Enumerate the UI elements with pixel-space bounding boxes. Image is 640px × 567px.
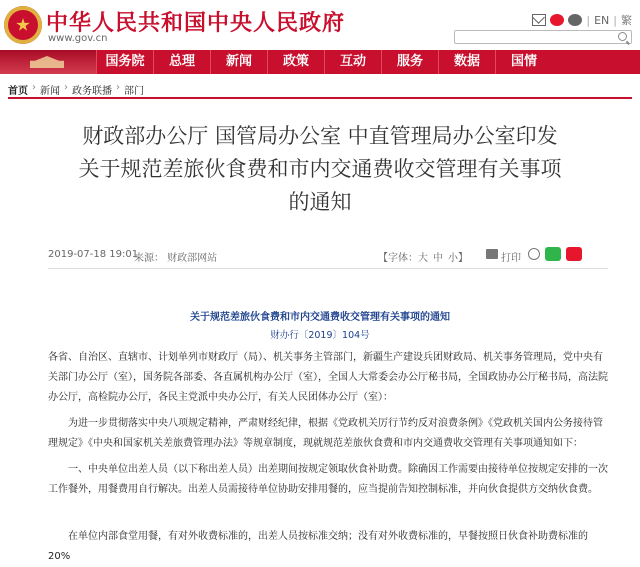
search-icon[interactable] [618, 32, 627, 41]
breadcrumb-arrow: › [32, 82, 36, 93]
nav-items [96, 50, 552, 74]
top-links [532, 12, 632, 28]
site-title[interactable]: 中华人民共和国中央人民政府 [46, 10, 346, 36]
font-size-medium[interactable]: 中 [433, 253, 443, 264]
font-size-controls [378, 249, 473, 264]
article-title-line: 财政部办公厅 国管局办公室 中直管理局办公室印发 [82, 124, 558, 148]
article-meta [48, 247, 608, 263]
document-title: 关于规范差旅伙食费和市内交通费收交管理有关事项的通知 [190, 312, 450, 323]
share-icon[interactable] [528, 248, 540, 260]
document-number: 财办行〔2019〕104号 [270, 330, 370, 341]
nav-item-service[interactable]: 服务 [381, 50, 438, 74]
meta-divider [48, 268, 608, 269]
main-nav [0, 50, 640, 74]
paragraph-item-1: 一、中央单位出差人员（以下称出差人员）出差期间按规定领取伙食补助费。除确因工作需要由接待单位按规定安排的一次工作餐外，用餐费用自行解决。出差人员需接待单位协助安排用餐的，应当提前告知控制标准，并向伙食提供方交纳伙食费。 [48, 464, 608, 495]
national-emblem-icon[interactable] [4, 6, 42, 44]
breadcrumb-gov-news[interactable]: 政务联播 [72, 86, 112, 97]
search-box [454, 30, 632, 44]
header-divider [8, 97, 632, 99]
search-input[interactable] [455, 38, 613, 50]
breadcrumb-arrow: › [64, 82, 68, 93]
article-title-line: 的通知 [288, 190, 352, 214]
separator: | [613, 13, 617, 27]
font-size-large[interactable]: 大 [418, 253, 428, 264]
mail-icon[interactable] [532, 14, 546, 26]
paragraph-intro: 为进一步贯彻落实中央八项规定精神，严肃财经纪律，根据《党政机关厉行节约反对浪费条例》《党政机关国内公务接待管理规定》《中央和国家机关差旅费管理办法》等规章制度，现就规范差旅伙食费和市内交通费收交管理有关事项通知如下： [48, 418, 603, 449]
wechat-share-icon[interactable] [545, 247, 561, 261]
nav-item-premier[interactable]: 总理 [153, 50, 210, 74]
article-title-line: 关于规范差旅伙食费和市内交通费收交管理有关事项 [78, 157, 562, 181]
breadcrumb-arrow: › [116, 82, 120, 93]
breadcrumb-departments[interactable]: 部门 [124, 86, 144, 97]
print-button[interactable] [486, 249, 521, 264]
nav-item-data[interactable]: 数据 [438, 50, 495, 74]
paragraph-recipients: 各省、自治区、直辖市、计划单列市财政厅（局）、机关事务主管部门，新疆生产建设兵团财政局、机关事务管理局，党中央有关部门办公厅（室），国务院各部委、各直属机构办公厅（室），全国人大常委会办公厅秘书局，全国政协办公厅秘书局，高法院办公厅，高检院办公厅，各民主党派中央办公厅，有关人民团体办公厅（室）： [48, 352, 608, 403]
nav-item-policy[interactable]: 政策 [267, 50, 324, 74]
nav-item-national-info[interactable]: 国情 [495, 50, 552, 74]
nav-item-interaction[interactable]: 互动 [324, 50, 381, 74]
wechat-icon[interactable] [568, 14, 582, 26]
font-size-small[interactable]: 小 [448, 253, 458, 264]
separator: | [586, 13, 591, 27]
article-source: 来源： 财政部网站 [134, 253, 218, 264]
breadcrumb-home[interactable]: 首页 [8, 86, 28, 97]
site-header [0, 0, 640, 50]
print-label: 打印 [501, 253, 521, 264]
tiananmen-banner-icon [0, 50, 96, 74]
share-bar [528, 247, 582, 261]
breadcrumb-news[interactable]: 新闻 [40, 86, 60, 97]
site-url: www.gov.cn [48, 33, 108, 44]
traditional-chinese-link[interactable]: 繁 [621, 14, 632, 27]
weibo-icon[interactable] [550, 14, 564, 26]
printer-icon [486, 249, 498, 259]
english-link[interactable]: EN [594, 13, 610, 27]
font-size-end: 】 [458, 253, 468, 264]
nav-item-news[interactable]: 新闻 [210, 50, 267, 74]
weibo-share-icon[interactable] [566, 247, 582, 261]
paragraph-canteen: 在单位内部食堂用餐，有对外收费标准的，出差人员按标准交纳；没有对外收费标准的，早餐按照日伙食补助费标准的20% [48, 531, 588, 562]
publish-date: 2019-07-18 19:01 [48, 249, 139, 260]
font-size-label: 【字体： [378, 253, 418, 264]
article-title [40, 120, 600, 219]
nav-item-state-council[interactable]: 国务院 [96, 50, 153, 74]
breadcrumb [8, 82, 144, 97]
